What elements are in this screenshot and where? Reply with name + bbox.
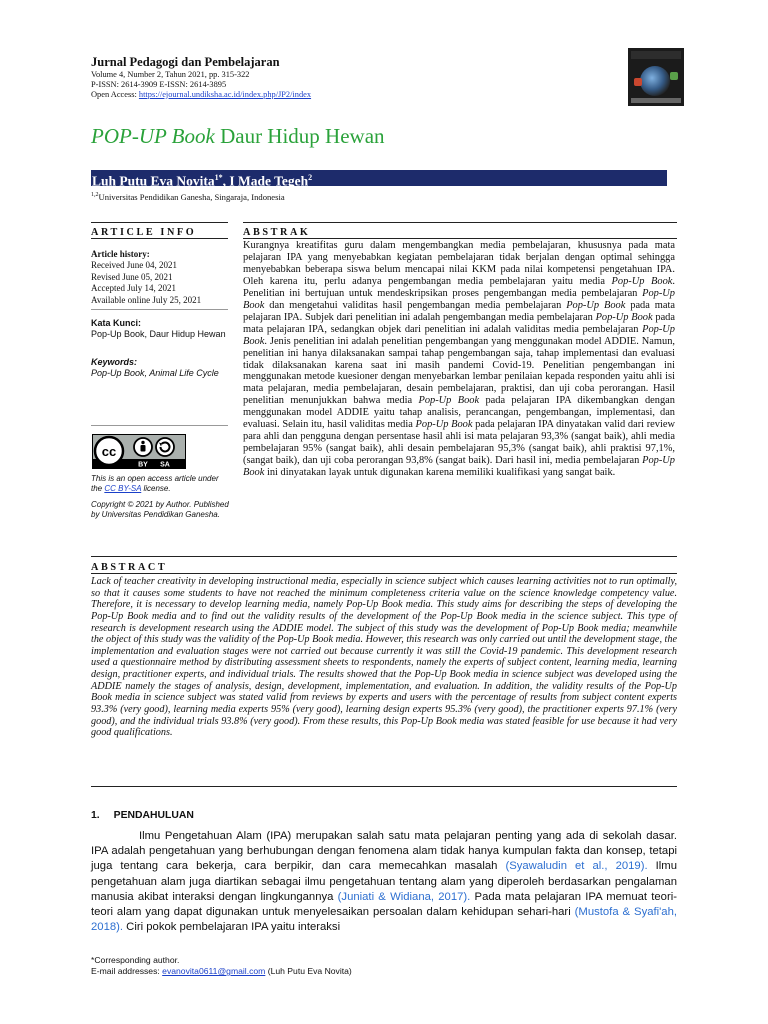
email-owner: (Luh Putu Eva Novita) [267,966,352,976]
journal-meta [91,70,311,99]
keywords-text: Pop-Up Book, Animal Life Cycle [91,368,219,379]
journal-url-link[interactable]: https://ejournal.undiksha.ac.id/index.php/JP2/index [138,89,312,99]
abstrak-segment: Pop-Up Book [243,287,675,311]
section-title: PENDAHULUAN [113,810,194,821]
abstrak-heading: ABSTRAK [243,227,311,238]
journal-cover-image [628,48,684,106]
abstrak-segment: . Penelitian ini bertujuan untuk mendeskripsikan proses pengembangan media pembelajaran [243,275,675,299]
by-text: BY [138,461,148,468]
license-link[interactable]: CC BY-SA [104,483,142,493]
author-bar [91,170,667,189]
intro-segment[interactable]: (Juniati & Widiana, 2017). [337,890,471,903]
divider [91,573,677,574]
abstrak-segment: pada pelajaran IPA dinyatakan valid dari review para ahli dan pengguna dengan persentase hasil ahli isi mata pelajaran 93,3% (sangat baik), ahli media pembelajaran 95% (sangat baik), ahli desain pembelajaran 95,3% (sangat baik), ahli praktisi 97,1%, (sangat baik), dan uji coba perorangan 93,8% (sangat baik). Dari hasil ini, media pembelajaran [243,419,675,467]
divider [91,238,228,239]
author-1-sup: 1* [214,173,223,182]
abstrak-segment: dan mengetahui validitas hasil pengembangan media pembelajaran [264,299,567,311]
abstrak-segment: Pop-Up Book [595,311,653,323]
intro-segment: Ciri pokok pembelajaran IPA yaitu interaksi [123,921,341,934]
author-1: Luh Putu Eva Novita [92,173,215,189]
abstrak-segment: pada pelajaran IPA dikembangkan dengan menggunakan model ADDIE yaitu tahap analisis, perancangan, pengembangan, implementasi, dan evaluasi. Selain itu, hasil validitas media [243,395,675,431]
divider [243,238,677,239]
intro-segment[interactable]: (Syawaludin et al., 2019). [505,860,648,873]
cc-badge-svg [93,435,185,468]
intro-segment[interactable]: (Mustofa & Syafi'ah, 2018). [91,906,678,934]
open-access-label: Open Access: [91,89,137,99]
history-label: Article history: [91,249,150,259]
kata-kunci [91,318,231,341]
abstract-heading: ABSTRACT [91,562,168,573]
abstrak-segment: Pop-Up Book [418,395,480,407]
abstrak-segment: Pop-Up Book [415,419,473,431]
cc-by-sa-badge [92,434,186,469]
email-link[interactable]: evanovita0611@gmail.com [162,966,266,976]
history-item: Received June 04, 2021 [91,260,177,271]
volume-line: Volume 4, Number 2, Tahun 2021, pp. 315-322 [91,70,250,79]
open-access-line [91,90,311,100]
article-info-heading: ARTICLE INFO [91,227,197,238]
abstrak-segment: Pop-Up Book [243,323,675,347]
affiliation-text: Universitas Pendidikan Ganesha, Singaraja, Indonesia [98,192,285,202]
license-pre: This is an open access article under the [91,474,219,493]
intro-segment: Pada mata pelajaran IPA memuat teori-teori alam yang dapat digunakan untuk menyelesaikan persoalan dalam kehidupan sehari-hari [91,890,677,919]
divider [91,309,228,310]
copyright-text: Copyright © 2021 by Author. Published by Universitas Pendidikan Ganesha. [91,500,229,519]
history-item: Accepted July 14, 2021 [91,283,176,294]
intro-segment: Ilmu pengetahuan alam juga diartikan sebagai ilmu pengetahuan tentang alam yang diperoleh berdasarkan pengalaman manusia akibat interaksi dengan lingkungannya [91,860,677,903]
footnote [91,955,352,977]
abstrak-segment: ini dinyatakan layak untuk digunakan karena memiliki kualifikasi yang sangat baik. [264,467,616,479]
divider [243,222,677,223]
cc-text: cc [101,444,117,459]
issn-line: P-ISSN: 2614-3909 E-ISSN: 2614-3895 [91,79,227,89]
intro-paragraph [91,829,677,935]
abstrak-segment: pada mata pelajaran IPA. Subjek dari penelitian ini adalah pengembangan media pembelajaran [243,299,675,323]
author-2-sup: 2 [308,173,313,182]
email-label: E-mail addresses: [91,966,160,976]
abstrak-segment: pada mata pelajaran IPA, sedangkan objek dari penelitian ini adalah validitas media pembelajaran [243,311,675,335]
intro-segment: Ilmu Pengetahuan Alam (IPA) merupakan salah satu mata pelajaran penting yang ada di sekolah dasar. IPA adalah pengetahuan yang berhubungan dengan fenomena alam tidak hanya kumpulan fakta dan konsep, tetapi juga tentang cara bekerja, cara berpikir, dan cara memecahkan masalah [91,830,677,873]
affiliation-sup: 1,2 [91,192,99,199]
kata-kunci-text: Pop-Up Book, Daur Hidup Hewan [91,329,226,340]
history-item: Revised June 05, 2021 [91,271,173,282]
keywords [91,357,231,380]
affiliation [91,192,285,202]
corresponding-author: *Corresponding author. [91,955,180,965]
license-text [91,474,231,493]
abstrak-segment: Kurangnya kreatifitas guru dalam mengembangkan media pembelajaran, khususnya pada mata pelajaran IPA yang menyebabkan kegiatan pembelajaran tidak berjalan dengan optimal sehingga menyebabkan beberapa siswa belum mencapai nilai KKM pada nilai kompetensi pengetahuan IPA. Oleh karena itu, perlu adanya pengembangan media pembelajaran yaitu media [243,240,675,287]
abstract-body: Lack of teacher creativity in developing instructional media, especially in science subject which causes learning activities not to run optimally, so that it causes some students to have not reached the minimum completeness criteria value on the science knowledge competency value. Therefore, it is necessary to develop learning media, namely Pop-Up Book media. This study aims for describing the steps of developing the Pop-Up Book media and to find out the validity results of the development of the Pop-Up Book media in the science subject. This type of research is development research using the ADDIE model. The subject of this study was the development of Pop-Up Book media; meanwhile the object of this study was the validity of the Pop-Up Book media. However, this research was only carried out until the development stage, the implementation and evaluation stages were not carried out because currently it was still the Covid-19 pandemic. This development research used a questionnaire method by distributing assessment sheets to respondents, namely the experts of subject content, learning media, learning design, practitioner experts, and individual trials. The results showed that the Pop-Up Book media in science subject was developed using the ADDIE namely the stages of analysis, design, development, implementation, and evaluation. In addition, the validity results of the Pop-Up Book media in science subject was stated valid from reviews by experts and users with the percentage of results from subject content experts 93.3% (very good), learning media experts 95% (very good), learning design experts 95.3% (very good), the practitioner experts 97.1% (very good), and the individual trials 93.8% (very good). From these results, this Pop-Up Book media was stated feasible for use because it had very good qualifications. [91,576,677,739]
author-2: , I Made Tegeh [222,173,309,189]
title-italic: POP-UP Book [91,124,215,148]
abstrak-body [243,240,675,479]
journal-name: Jurnal Pedagogi dan Pembelajaran [91,55,280,69]
kata-kunci-label: Kata Kunci: [91,318,142,328]
sa-text: SA [160,461,170,468]
abstrak-segment: Pop-Up Book [566,299,626,311]
article-title [91,124,385,149]
abstrak-segment: . Jenis penelitian ini adalah penelitian pengembangan yang menggunakan model ADDIE. Namun, penelitian ini hanya dilaksanakan sampai tahap pengembangan saja, tahap implementasi dan evaluasi tidak dilaksanakan karena saat ini masih pandemi Covid-19. Penelitian pengembangan ini menggunakan metode kuesioner dengan menyebarkan lembar penilaian kepada responden yaitu ahli isi mata pelajaran, media pembelajaran, desain pembelajaran, praktisi, dan uji coba perorangan. Hasil penelitian menunjukkan bahwa media [243,335,675,407]
history-item: Available online July 25, 2021 [91,294,202,305]
sa-icon [156,438,174,456]
license-post: license. [141,483,171,493]
divider [91,222,228,223]
section-number: 1. [91,810,100,821]
divider [91,786,677,787]
keywords-label: Keywords: [91,357,138,367]
section-heading [91,810,194,821]
email-line [91,966,352,977]
divider [91,556,677,557]
title-rest: Daur Hidup Hewan [220,124,385,148]
abstrak-segment: Pop-Up Book [611,275,673,287]
divider [91,425,228,426]
article-history [91,249,231,306]
abstrak-segment: Pop-Up Book [243,455,675,479]
